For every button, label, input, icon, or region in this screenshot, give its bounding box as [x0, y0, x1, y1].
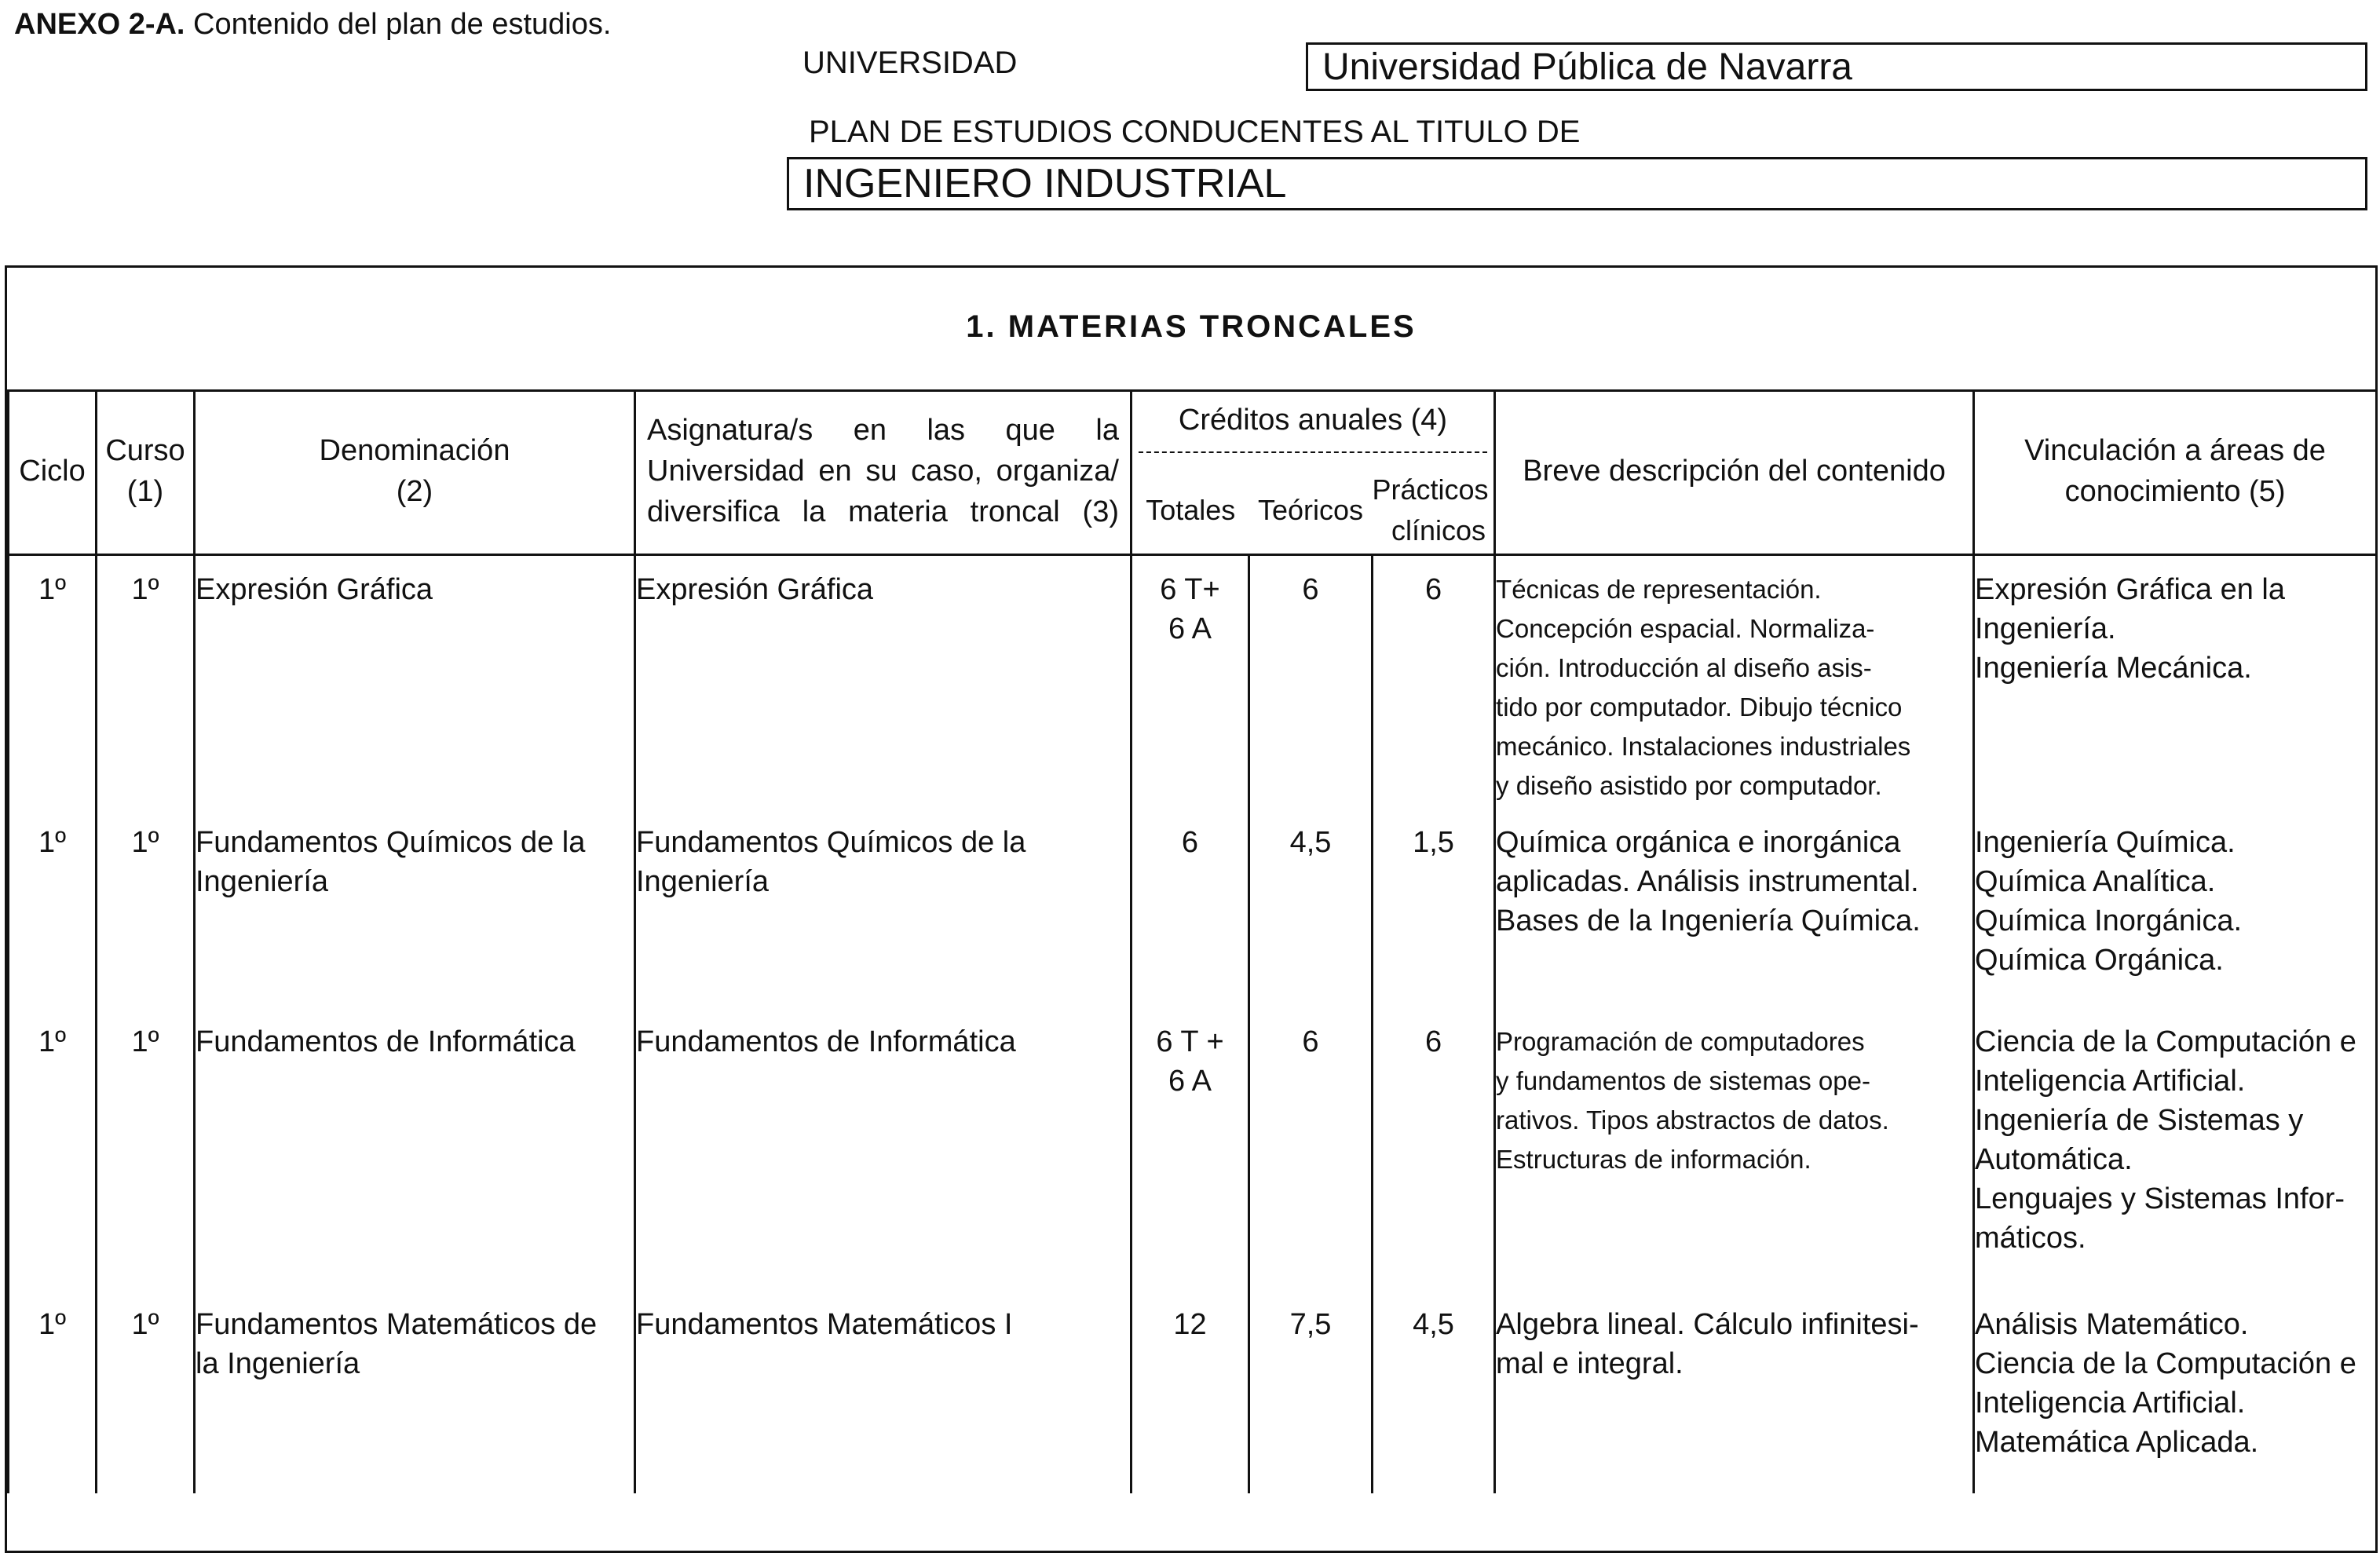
col-totales — [1132, 468, 1249, 554]
curriculum-table-frame — [5, 265, 2378, 1553]
col-practicos-label: Prácticos clínicos — [1372, 473, 1489, 547]
cell-ciclo: 1º — [9, 554, 97, 823]
annex-label: ANEXO 2-A. — [14, 8, 185, 41]
table-row — [9, 554, 2377, 823]
col-curso — [97, 389, 195, 554]
col-teoricos — [1249, 468, 1373, 554]
cell-denominacion: Expresión Gráfica — [195, 554, 635, 823]
cell-ciclo: 1º — [9, 1022, 97, 1305]
col-curso-label: Curso — [105, 434, 185, 468]
cell-ciclo: 1º — [9, 1305, 97, 1493]
cell-denominacion: Fundamentos Químicos de la Ingeniería — [195, 823, 635, 1022]
col-curso-note: (1) — [126, 475, 164, 509]
cell-teoricos: 6 — [1249, 1022, 1373, 1305]
credits-divider — [1139, 451, 1487, 453]
cell-curso: 1º — [97, 554, 195, 823]
cell-asignatura: Fundamentos de Informática — [635, 1022, 1132, 1305]
cell-descripcion: Programación de computadores y fundamentos de sistemas ope- rativos. Tipos abstractos de datos. Estructuras de información. — [1495, 1022, 1974, 1305]
cell-vinculacion: Ingeniería Química. Química Analítica. Química Inorgánica. Química Orgánica. — [1974, 823, 2377, 1022]
annex-heading — [14, 8, 611, 42]
annex-text: Contenido del plan de estudios. — [193, 8, 612, 41]
section-title: 1. MATERIAS TRONCALES — [7, 268, 2375, 392]
cell-asignatura: Fundamentos Químicos de la Ingeniería — [635, 823, 1132, 1022]
col-denominacion — [195, 389, 635, 554]
table-row — [9, 1305, 2377, 1493]
cell-totales: 6 T + 6 A — [1132, 1022, 1249, 1305]
cell-vinculacion: Análisis Matemático. Ciencia de la Computación e Inteligencia Artificial. Matemática Aplicada. — [1974, 1305, 2377, 1493]
curriculum-table — [7, 389, 2378, 1493]
table-row — [9, 823, 2377, 1022]
cell-totales: 12 — [1132, 1305, 1249, 1493]
col-vinculacion — [1974, 389, 2377, 554]
cell-descripcion: Algebra lineal. Cálculo infinitesi- mal e integral. — [1495, 1305, 1974, 1493]
cell-practicos: 6 — [1373, 554, 1495, 823]
plan-label: PLAN DE ESTUDIOS CONDUCENTES AL TITULO DE — [809, 115, 1581, 149]
col-practicos — [1373, 468, 1495, 554]
col-denominacion-label: Denominación — [319, 434, 510, 468]
col-creditos — [1132, 389, 1495, 468]
cell-denominacion: Fundamentos Matemáticos de la Ingeniería — [195, 1305, 635, 1493]
cell-ciclo: 1º — [9, 823, 97, 1022]
cell-curso: 1º — [97, 823, 195, 1022]
cell-totales: 6 T+ 6 A — [1132, 554, 1249, 823]
cell-denominacion: Fundamentos de Informática — [195, 1022, 635, 1305]
cell-teoricos: 7,5 — [1249, 1305, 1373, 1493]
cell-teoricos: 4,5 — [1249, 823, 1373, 1022]
university-field: Universidad Pública de Navarra — [1306, 42, 2367, 91]
cell-descripcion: Química orgánica e inorgánica aplicadas. Análisis instrumental. Bases de la Ingeniería Química. — [1495, 823, 1974, 1022]
cell-totales: 6 — [1132, 823, 1249, 1022]
col-teoricos-label: Teóricos — [1257, 494, 1364, 527]
cell-asignatura: Expresión Gráfica — [635, 554, 1132, 823]
cell-practicos: 4,5 — [1373, 1305, 1495, 1493]
cell-practicos: 1,5 — [1373, 823, 1495, 1022]
cell-curso: 1º — [97, 1305, 195, 1493]
cell-practicos: 6 — [1373, 1022, 1495, 1305]
cell-teoricos: 6 — [1249, 554, 1373, 823]
col-descripcion-label: Breve descripción del contenido — [1523, 455, 1946, 488]
table-row — [9, 1022, 2377, 1305]
col-creditos-label: Créditos anuales (4) — [1178, 404, 1448, 437]
cell-curso: 1º — [97, 1022, 195, 1305]
col-asignaturas-label: Asignatura/s en las que la Universidad en su caso, organiza/ diversifica la materia troncal (3) — [647, 414, 1119, 529]
col-asignaturas — [635, 389, 1132, 554]
cell-vinculacion: Ciencia de la Computación e Inteligencia Artificial. Ingeniería de Sistemas y Automática. Lenguajes y Sistemas Infor- máticos. — [1974, 1022, 2377, 1305]
university-label: UNIVERSIDAD — [802, 46, 1018, 80]
cell-asignatura: Fundamentos Matemáticos I — [635, 1305, 1132, 1493]
col-denominacion-note: (2) — [396, 475, 433, 509]
col-totales-label: Totales — [1146, 494, 1236, 527]
col-ciclo-label: Ciclo — [19, 455, 86, 488]
degree-field: INGENIERO INDUSTRIAL — [787, 157, 2367, 210]
col-vinculacion-label: Vinculación a áreas de conocimiento (5) — [2024, 434, 2326, 509]
col-ciclo — [9, 389, 97, 554]
col-descripcion — [1495, 389, 1974, 554]
cell-descripcion: Técnicas de representación. Concepción espacial. Normaliza- ción. Introducción al diseño asis- tido por computador. Dibujo técnico mecánico. Instalaciones industriales y diseño asistido por computador. — [1495, 554, 1974, 823]
cell-vinculacion: Expresión Gráfica en la Ingeniería. Ingeniería Mecánica. — [1974, 554, 2377, 823]
table-body — [9, 554, 2377, 1493]
